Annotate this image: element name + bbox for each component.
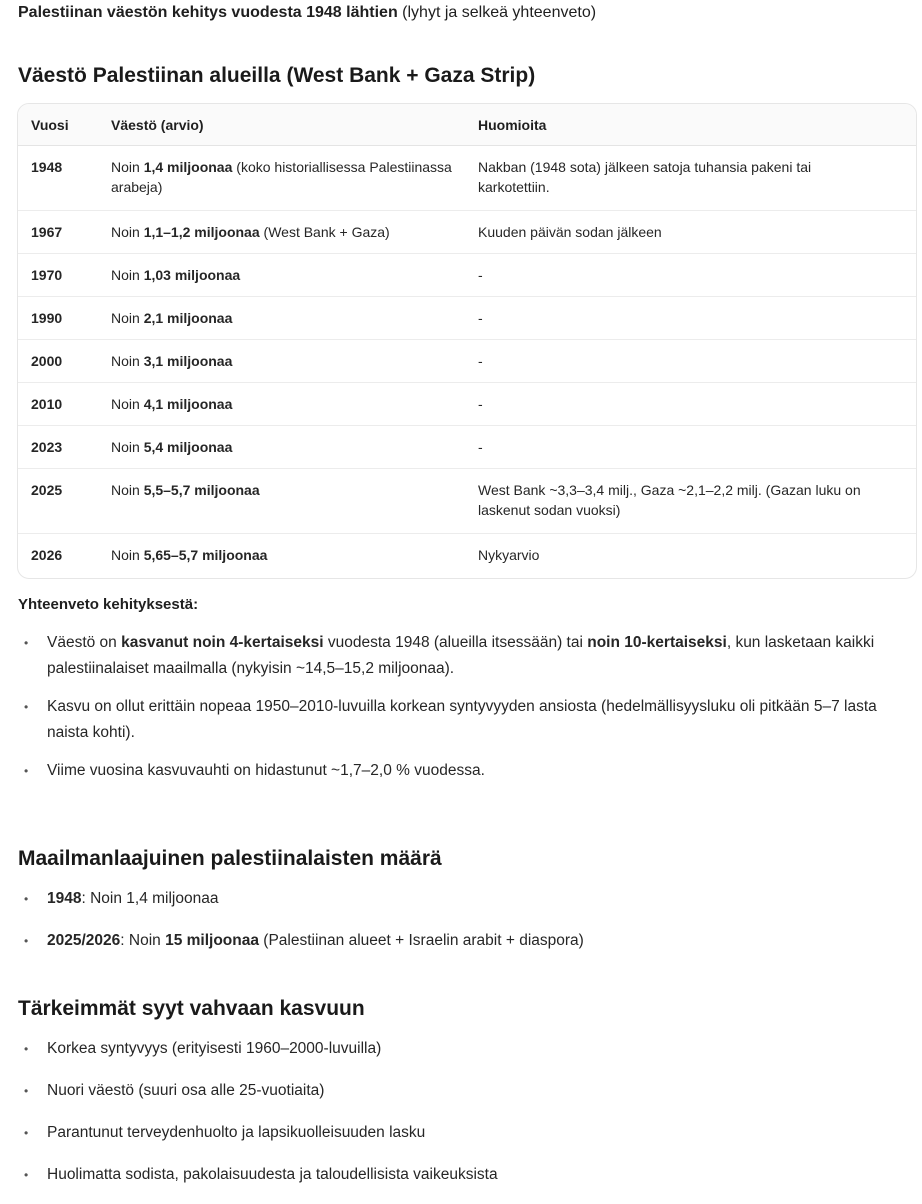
- cell-note: Nykyarvio: [478, 547, 540, 563]
- reason-item: • Nuori väestö (suuri osa alle 25-vuotiaita): [18, 1078, 898, 1104]
- cell-year: 1990: [18, 297, 111, 340]
- reasons-heading: Tärkeimmät syyt vahvaan kasvuun: [18, 997, 365, 1020]
- cell-population: [111, 211, 478, 254]
- reason-item: • Korkea syntyvyys (erityisesti 1960–2000-luvuilla): [18, 1036, 898, 1062]
- table-row: [18, 146, 916, 211]
- cell-note: -: [478, 297, 916, 340]
- cell-population: [111, 426, 478, 469]
- intro-title: Palestiinan väestön kehitys vuodesta 1948 lähtien: [18, 4, 398, 21]
- intro-subtitle: (lyhyt ja selkeä yhteenveto): [397, 4, 597, 21]
- population-value: 5,5–5,7 miljoonaa: [143, 482, 260, 498]
- table-row: [18, 469, 916, 534]
- world-item: [18, 886, 898, 912]
- world-heading: Maailmanlaajuinen palestiinalaisten määrä: [18, 847, 442, 870]
- summary-emphasis: kasvanut noin 4-kertaiseksi: [121, 634, 324, 651]
- world-label: 1948: [47, 890, 82, 907]
- summary-item: [18, 630, 898, 682]
- population-detail: (koko historiallisessa Palestiinassa arabeja): [111, 159, 452, 195]
- world-label: 2025/2026: [47, 932, 121, 949]
- table-row: [18, 383, 916, 426]
- world-list: [18, 886, 898, 970]
- cell-note: Nakban (1948 sota) jälkeen satoja tuhansia pakeni tai karkotettiin.: [478, 146, 916, 211]
- cell-note: -: [478, 340, 916, 383]
- summary-emphasis: noin 10-kertaiseksi: [587, 634, 727, 651]
- cell-year: 2026: [31, 547, 63, 563]
- cell-note: West Bank ~3,3–3,4 milj., Gaza ~2,1–2,2 milj. (Gazan luku on laskenut sodan vuoksi): [478, 469, 916, 534]
- cell-year: 2023: [18, 426, 111, 469]
- table-row: [18, 426, 916, 469]
- table-row: [18, 211, 916, 254]
- summary-text: Väestö on: [47, 634, 122, 651]
- table-body: [18, 146, 916, 577]
- population-value: 3,1 miljoonaa: [143, 353, 233, 369]
- header-notes: Huomioita: [478, 104, 916, 146]
- summary-list: [18, 630, 898, 796]
- population-prefix: Noin: [111, 159, 144, 175]
- cell-note: Kuuden päivän sodan jälkeen: [478, 211, 916, 254]
- world-text: : Noin: [120, 932, 166, 949]
- header-population: Väestö (arvio): [111, 104, 478, 146]
- intro-line: [18, 2, 596, 24]
- population-prefix: Noin: [111, 547, 144, 563]
- cell-population: [111, 340, 478, 383]
- population-value: 5,65–5,7 miljoonaa: [143, 547, 268, 563]
- population-detail: (West Bank + Gaza): [259, 224, 390, 240]
- population-value: 5,4 miljoonaa: [143, 439, 233, 455]
- cell-year: 1967: [18, 211, 111, 254]
- cell-population: [111, 146, 478, 211]
- cell-year: 2000: [18, 340, 111, 383]
- cell-population: [111, 297, 478, 340]
- summary-text: Viime vuosina kasvuvauhti on hidastunut ~1,7–2,0 % vuodessa.: [47, 762, 485, 779]
- population-prefix: Noin: [111, 310, 144, 326]
- cell-note: -: [478, 254, 916, 297]
- population-prefix: Noin: [111, 482, 144, 498]
- summary-text: vuodesta 1948 (alueilla itsessään) tai: [323, 634, 588, 651]
- cell-year: 1970: [18, 254, 111, 297]
- cell-year: 1948: [18, 146, 111, 211]
- reasons-list: [18, 1036, 898, 1204]
- table-row: [18, 297, 916, 340]
- summary-title: Yhteenveto kehityksestä:: [18, 596, 199, 613]
- cell-population: [111, 469, 478, 534]
- world-text: (Palestiinan alueet + Israelin arabit + diaspora): [259, 932, 584, 949]
- population-value: 2,1 miljoonaa: [143, 310, 233, 326]
- reason-item: • Huolimatta sodista, pakolaisuudesta ja taloudellisista vaikeuksista: [18, 1162, 898, 1188]
- population-prefix: Noin: [111, 396, 144, 412]
- world-text: : Noin 1,4 miljoonaa: [81, 890, 219, 907]
- cell-year: 2025: [18, 469, 111, 534]
- table-row: [18, 340, 916, 383]
- world-item: [18, 928, 898, 954]
- reason-item: • Parantunut terveydenhuolto ja lapsikuolleisuuden lasku: [18, 1120, 898, 1146]
- population-value: 1,03 miljoonaa: [143, 267, 241, 283]
- population-prefix: Noin: [111, 353, 144, 369]
- cell-note: -: [478, 383, 916, 426]
- table-row: [18, 254, 916, 297]
- population-value: 4,1 miljoonaa: [143, 396, 233, 412]
- population-prefix: Noin: [111, 439, 144, 455]
- summary-text: Kasvu on ollut erittäin nopeaa 1950–2010-luvuilla korkean syntyvyyden ansiosta (hedelmällisyysluku oli pitkään 5–7 lasta naista kohti).: [47, 698, 877, 741]
- summary-text: , kun lasketaan kaikki palestiinalaiset maailmalla (nykyisin ~14,5–15,2 miljoonaa).: [47, 634, 875, 677]
- cell-year: 2010: [18, 383, 111, 426]
- population-value: 1,4 miljoonaa: [143, 159, 233, 175]
- summary-item: [18, 758, 898, 784]
- cell-population: [111, 534, 478, 577]
- cell-population: [111, 383, 478, 426]
- population-prefix: Noin: [111, 224, 144, 240]
- world-emphasis: 15 miljoonaa: [165, 932, 259, 949]
- population-table-container: [17, 103, 917, 579]
- table-header-row: [18, 104, 916, 146]
- region-heading: Väestö Palestiinan alueilla (West Bank + Gaza Strip): [18, 64, 536, 87]
- population-prefix: Noin: [111, 267, 144, 283]
- header-year: Vuosi: [18, 104, 111, 146]
- table-row: [18, 534, 916, 577]
- cell-note: -: [478, 426, 916, 469]
- cell-population: [111, 254, 478, 297]
- population-table: [18, 104, 916, 577]
- population-value: 1,1–1,2 miljoonaa: [143, 224, 260, 240]
- summary-item: [18, 694, 898, 746]
